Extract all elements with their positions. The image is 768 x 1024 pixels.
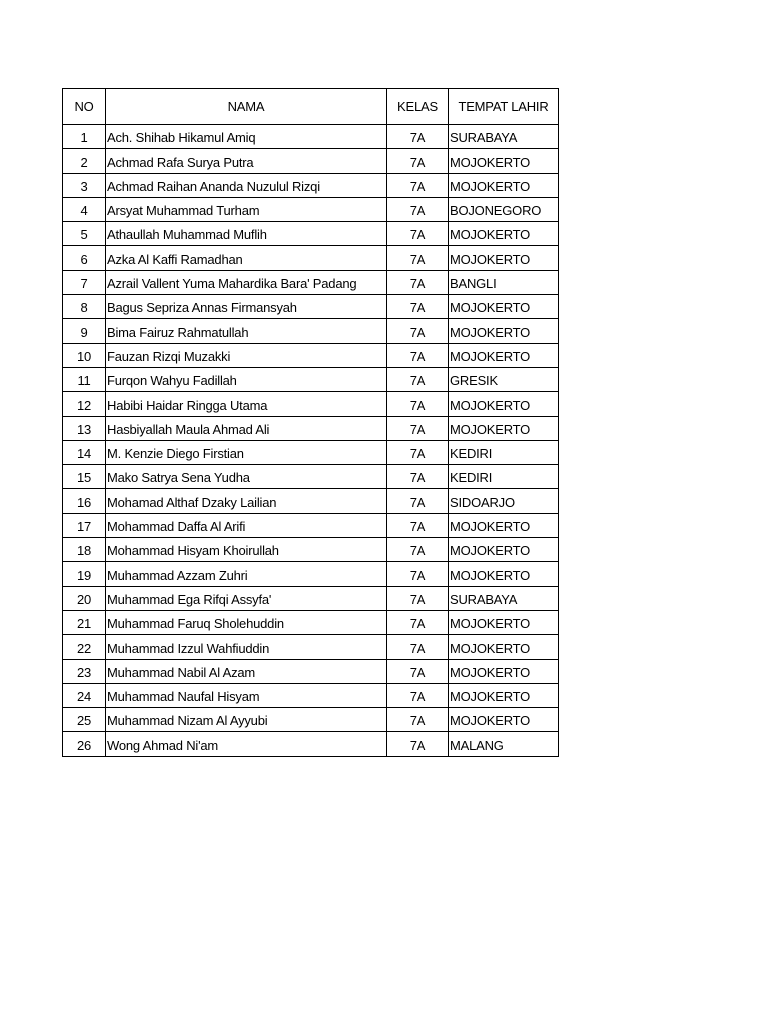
cell-nama: Furqon Wahyu Fadillah [106, 367, 387, 391]
cell-nama: Fauzan Rizqi Muzakki [106, 343, 387, 367]
cell-tempat: MOJOKERTO [449, 513, 559, 537]
cell-nama: Muhammad Izzul Wahfiuddin [106, 635, 387, 659]
cell-nama: Athaullah Muhammad Muflih [106, 222, 387, 246]
cell-kelas: 7A [387, 416, 449, 440]
cell-no: 6 [63, 246, 106, 270]
cell-nama: Hasbiyallah Maula Ahmad Ali [106, 416, 387, 440]
cell-kelas: 7A [387, 489, 449, 513]
cell-kelas: 7A [387, 732, 449, 756]
table-row [63, 489, 559, 513]
cell-nama: Bagus Sepriza Annas Firmansyah [106, 295, 387, 319]
cell-nama: Arsyat Muhammad Turham [106, 197, 387, 221]
cell-no: 26 [63, 732, 106, 756]
cell-tempat: KEDIRI [449, 440, 559, 464]
cell-no: 24 [63, 683, 106, 707]
table-row [63, 732, 559, 756]
cell-kelas: 7A [387, 538, 449, 562]
header-tempat-lahir: TEMPAT LAHIR [449, 89, 559, 125]
cell-kelas: 7A [387, 610, 449, 634]
table-row [63, 270, 559, 294]
cell-tempat: KEDIRI [449, 465, 559, 489]
cell-kelas: 7A [387, 295, 449, 319]
cell-no: 5 [63, 222, 106, 246]
header-no: NO [63, 89, 106, 125]
table-row [63, 246, 559, 270]
table-row [63, 708, 559, 732]
table-row [63, 683, 559, 707]
table-body [63, 125, 559, 757]
cell-tempat: MOJOKERTO [449, 246, 559, 270]
cell-kelas: 7A [387, 392, 449, 416]
cell-no: 16 [63, 489, 106, 513]
cell-nama: Bima Fairuz Rahmatullah [106, 319, 387, 343]
cell-nama: M. Kenzie Diego Firstian [106, 440, 387, 464]
cell-kelas: 7A [387, 513, 449, 537]
cell-nama: Muhammad Naufal Hisyam [106, 683, 387, 707]
cell-tempat: SIDOARJO [449, 489, 559, 513]
cell-kelas: 7A [387, 222, 449, 246]
cell-kelas: 7A [387, 149, 449, 173]
cell-tempat: MOJOKERTO [449, 149, 559, 173]
cell-tempat: BANGLI [449, 270, 559, 294]
cell-tempat: MOJOKERTO [449, 173, 559, 197]
cell-no: 17 [63, 513, 106, 537]
cell-nama: Muhammad Azzam Zuhri [106, 562, 387, 586]
cell-no: 22 [63, 635, 106, 659]
cell-no: 19 [63, 562, 106, 586]
cell-tempat: GRESIK [449, 367, 559, 391]
table-row [63, 562, 559, 586]
cell-kelas: 7A [387, 440, 449, 464]
cell-no: 18 [63, 538, 106, 562]
cell-no: 2 [63, 149, 106, 173]
cell-no: 13 [63, 416, 106, 440]
cell-kelas: 7A [387, 586, 449, 610]
cell-tempat: MOJOKERTO [449, 635, 559, 659]
table-row [63, 586, 559, 610]
cell-tempat: MALANG [449, 732, 559, 756]
cell-tempat: BOJONEGORO [449, 197, 559, 221]
cell-nama: Achmad Rafa Surya Putra [106, 149, 387, 173]
cell-nama: Wong Ahmad Ni'am [106, 732, 387, 756]
cell-tempat: MOJOKERTO [449, 708, 559, 732]
cell-tempat: SURABAYA [449, 586, 559, 610]
cell-tempat: MOJOKERTO [449, 416, 559, 440]
table-row [63, 367, 559, 391]
cell-tempat: MOJOKERTO [449, 562, 559, 586]
table-row [63, 173, 559, 197]
cell-nama: Muhammad Faruq Sholehuddin [106, 610, 387, 634]
cell-kelas: 7A [387, 319, 449, 343]
cell-kelas: 7A [387, 197, 449, 221]
header-kelas: KELAS [387, 89, 449, 125]
cell-nama: Mako Satrya Sena Yudha [106, 465, 387, 489]
cell-tempat: MOJOKERTO [449, 659, 559, 683]
cell-no: 3 [63, 173, 106, 197]
cell-tempat: MOJOKERTO [449, 222, 559, 246]
cell-no: 11 [63, 367, 106, 391]
cell-nama: Mohammad Daffa Al Arifi [106, 513, 387, 537]
cell-nama: Muhammad Nabil Al Azam [106, 659, 387, 683]
cell-no: 8 [63, 295, 106, 319]
cell-tempat: MOJOKERTO [449, 683, 559, 707]
cell-no: 4 [63, 197, 106, 221]
cell-tempat: MOJOKERTO [449, 295, 559, 319]
table-row [63, 343, 559, 367]
table-header [63, 89, 559, 125]
cell-no: 20 [63, 586, 106, 610]
cell-nama: Habibi Haidar Ringga Utama [106, 392, 387, 416]
table-row [63, 197, 559, 221]
cell-kelas: 7A [387, 465, 449, 489]
table-row [63, 319, 559, 343]
table-row [63, 659, 559, 683]
cell-tempat: SURABAYA [449, 125, 559, 149]
cell-kelas: 7A [387, 708, 449, 732]
cell-kelas: 7A [387, 343, 449, 367]
table-row [63, 416, 559, 440]
table-row [63, 440, 559, 464]
table-row [63, 610, 559, 634]
cell-nama: Mohammad Hisyam Khoirullah [106, 538, 387, 562]
cell-kelas: 7A [387, 173, 449, 197]
cell-kelas: 7A [387, 562, 449, 586]
cell-no: 1 [63, 125, 106, 149]
cell-no: 14 [63, 440, 106, 464]
cell-kelas: 7A [387, 683, 449, 707]
table-row [63, 392, 559, 416]
cell-no: 23 [63, 659, 106, 683]
cell-no: 21 [63, 610, 106, 634]
cell-kelas: 7A [387, 246, 449, 270]
table-row [63, 513, 559, 537]
table-row [63, 125, 559, 149]
cell-nama: Ach. Shihab Hikamul Amiq [106, 125, 387, 149]
cell-tempat: MOJOKERTO [449, 343, 559, 367]
cell-kelas: 7A [387, 270, 449, 294]
cell-tempat: MOJOKERTO [449, 392, 559, 416]
cell-kelas: 7A [387, 125, 449, 149]
cell-nama: Achmad Raihan Ananda Nuzulul Rizqi [106, 173, 387, 197]
cell-tempat: MOJOKERTO [449, 610, 559, 634]
cell-kelas: 7A [387, 635, 449, 659]
cell-no: 10 [63, 343, 106, 367]
header-row [63, 89, 559, 125]
cell-nama: Azka Al Kaffi Ramadhan [106, 246, 387, 270]
cell-kelas: 7A [387, 659, 449, 683]
cell-no: 7 [63, 270, 106, 294]
header-nama: NAMA [106, 89, 387, 125]
table-row [63, 149, 559, 173]
cell-nama: Muhammad Nizam Al Ayyubi [106, 708, 387, 732]
cell-nama: Muhammad Ega Rifqi Assyfa' [106, 586, 387, 610]
cell-no: 9 [63, 319, 106, 343]
table-row [63, 465, 559, 489]
cell-no: 12 [63, 392, 106, 416]
cell-tempat: MOJOKERTO [449, 538, 559, 562]
table-row [63, 635, 559, 659]
table-row [63, 295, 559, 319]
cell-kelas: 7A [387, 367, 449, 391]
student-table [62, 88, 559, 757]
table-row [63, 538, 559, 562]
cell-tempat: MOJOKERTO [449, 319, 559, 343]
table-row [63, 222, 559, 246]
cell-no: 25 [63, 708, 106, 732]
cell-nama: Azrail Vallent Yuma Mahardika Bara' Padang [106, 270, 387, 294]
cell-nama: Mohamad Althaf Dzaky Lailian [106, 489, 387, 513]
cell-no: 15 [63, 465, 106, 489]
